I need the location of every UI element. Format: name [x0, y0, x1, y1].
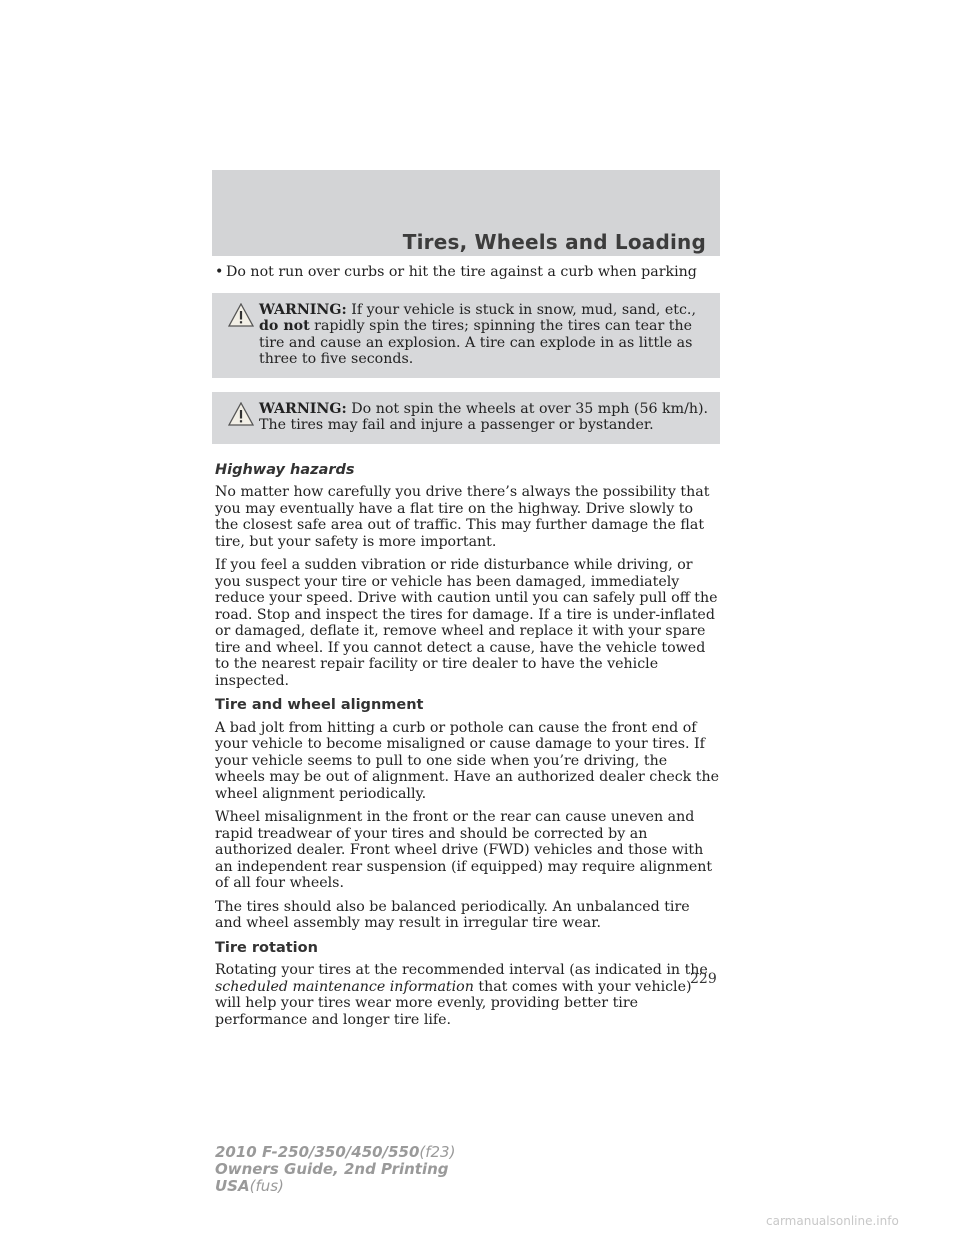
bullet-text: Do not run over curbs or hit the tire against a curb when parking: [226, 264, 697, 280]
bullet-item: [215, 264, 720, 281]
warning-text: [218, 401, 714, 434]
section-header-band: [212, 170, 720, 256]
warning-triangle-icon: [228, 303, 254, 327]
heading-highway-hazards: Highway hazards: [215, 461, 355, 478]
warning-box: [212, 293, 720, 378]
page-content: [215, 264, 720, 1035]
watermark: carmanualsonline.info: [766, 1214, 899, 1228]
footer-region: USA: [215, 1177, 250, 1195]
document-footer: [215, 1144, 455, 1195]
paragraph: No matter how carefully you drive there’s always the possibility that you may eventually have a flat tire on the highway. Drive slowly to the closest safe area out of traffic. This may further damage the flat tire, but your safety is more important.: [215, 484, 710, 550]
warning-label: WARNING:: [259, 400, 347, 417]
bullet-dot-icon: •: [215, 264, 224, 280]
paragraph-text: that comes with your vehicle) will help your tires wear more evenly, providing better tire performance and longer tire life.: [215, 978, 692, 1028]
warning-text-part: rapidly spin the tires; spinning the tires can tear the tire and cause an explosion. A tire can explode in as little as three to five seconds.: [259, 318, 693, 367]
warning-emphasis: do not: [259, 318, 310, 334]
paragraph: The tires should also be balanced periodically. An unbalanced tire and wheel assembly may result in irregular tire wear.: [215, 898, 690, 931]
heading-tire-wheel-alignment: Tire and wheel alignment: [215, 697, 424, 713]
footer-region-code: (fus): [249, 1177, 284, 1195]
heading-tire-rotation: Tire rotation: [215, 939, 318, 956]
warning-text-part: If your vehicle is stuck in snow, mud, sand, etc.,: [351, 301, 696, 318]
warning-label: WARNING:: [259, 301, 347, 318]
warning-triangle-icon: [228, 402, 254, 426]
paragraph: A bad jolt from hitting a curb or pothole can cause the front end of your vehicle to become misaligned or cause damage to your tires. If your vehicle seems to pull to one side when you’re driving, the wheels may be out of alignment. Have an authorized dealer check the wheel alignment periodically.: [215, 719, 720, 802]
page-number: 229: [690, 971, 717, 987]
footer-model-code: (f23): [419, 1143, 456, 1161]
warning-text: [218, 302, 714, 368]
paragraph: [215, 962, 720, 1028]
footer-guide: Owners Guide, 2nd Printing: [215, 1160, 449, 1178]
footer-model: 2010 F-250/350/450/550: [215, 1143, 420, 1161]
scheduled-maintenance-reference: scheduled maintenance information: [215, 978, 474, 995]
paragraph: If you feel a sudden vibration or ride disturbance while driving, or you suspect your tire or vehicle has been damaged, immediately reduce your speed. Drive with caution until you can safely pull off the road. Stop and inspect the tires for damage. If a tire is under-inflated or damaged, deflate it, remove wheel and replace it with your spare tire and wheel. If you cannot detect a cause, have the vehicle towed to the nearest repair facility or tire dealer to have the vehicle inspected.: [215, 557, 718, 689]
section-title: Tires, Wheels and Loading: [402, 230, 706, 254]
paragraph-text: Rotating your tires at the recommended interval (as indicated in the: [215, 962, 708, 978]
warning-box: [212, 392, 720, 444]
warning-text-part: Do not spin the wheels at over 35 mph (56 km/h). The tires may fail and injure a passenger or bystander.: [259, 400, 709, 433]
paragraph: Wheel misalignment in the front or the rear can cause uneven and rapid treadwear of your tires and should be corrected by an authorized dealer. Front wheel drive (FWD) vehicles and those with an independent rear suspension (if equipped) may require alignment of all four wheels.: [215, 809, 713, 891]
